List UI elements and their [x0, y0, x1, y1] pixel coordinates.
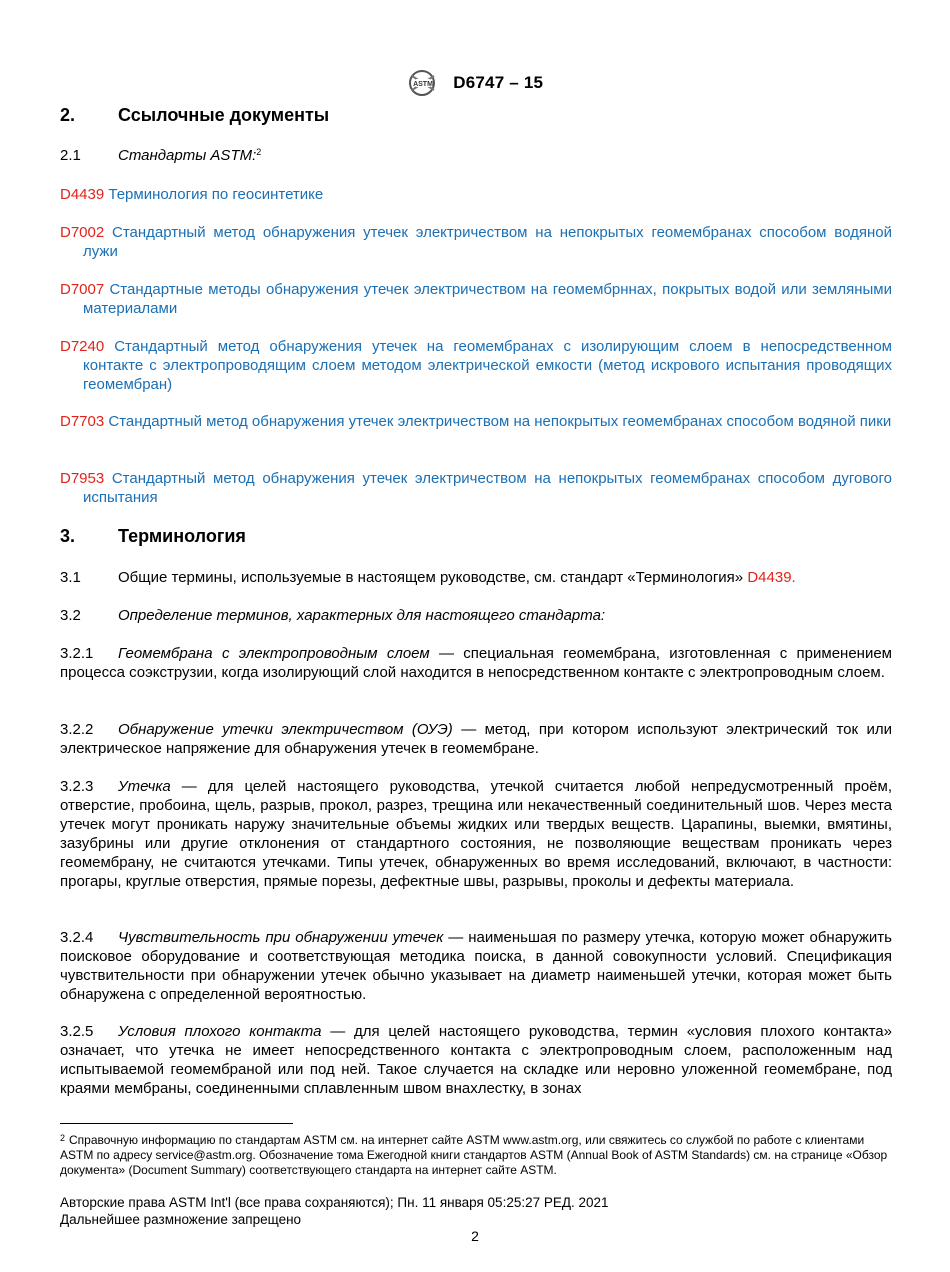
para-number: 3.2.2: [60, 721, 94, 738]
para-number: 3.2.5: [60, 1023, 94, 1040]
reference-item: [60, 185, 892, 204]
footnote: [60, 1133, 892, 1178]
footnote-ref: 2: [256, 147, 262, 157]
ref-title: Терминология по геосинтетике: [104, 186, 324, 203]
section-number: 3.: [60, 526, 76, 546]
paragraph-3-2: [60, 606, 892, 625]
page-number: 2: [471, 1228, 479, 1244]
ref-title: Стандартный метод обнаружения утечек электричеством на непокрытых геомембранах способом дугового испытания: [83, 470, 892, 506]
section-number: 2.: [60, 105, 76, 125]
copyright-notice: [60, 1194, 609, 1228]
footnote-mark: 2: [60, 1133, 66, 1143]
ref-code-link[interactable]: D7953: [60, 470, 105, 487]
ref-title: Стандартный метод обнаружения утечек на геомембранах с изолирующим слоем в непосредственном контакте с электропроводящим слоем методом электрической емкости (метод искрового испытания проводящих геомембран): [83, 338, 892, 393]
ref-title: Стандартный метод обнаружения утечек электричеством на непокрытых геомембранах способом водяной пики: [104, 413, 892, 430]
reference-item: [60, 469, 892, 507]
ref-code-link[interactable]: D7703: [60, 413, 105, 430]
para-text: Определение терминов, характерных для настоящего стандарта:: [118, 607, 606, 624]
ref-code-link[interactable]: D4439: [60, 186, 105, 203]
term: Утечка: [118, 778, 171, 795]
paragraph-3-2-3: [60, 777, 892, 891]
footnote-text: Справочную информацию по стандартам ASTM см. на интернет сайте ASTM www.astm.org, или свяжитесь со службой по работе с клиентами ASTM по адресу service@astm.org. Обозначение тома Ежегодной книги стандартов ASTM (Annual Book of ASTM Standards) см. на странице «Обзор документа» (Document Summary) соответствующего стандарта на интернет сайте ASTM.: [60, 1133, 888, 1177]
paragraph-3-2-4: [60, 928, 892, 1004]
page-header: [0, 68, 950, 98]
paragraph-3-2-2: [60, 720, 892, 758]
para-title: Стандарты ASTM:: [118, 147, 257, 164]
copyright-line: Авторские права ASTM Int'l (все права сохраняются); Пн. 11 января 05:25:27 РЕД. 2021: [60, 1195, 609, 1210]
reproduction-notice: Дальнейшее размножение запрещено: [60, 1212, 302, 1227]
reference-item: [60, 223, 892, 261]
reference-item: [60, 412, 892, 431]
para-number: 2.1: [60, 147, 81, 164]
term: Геомембрана с электропроводным слоем: [118, 645, 430, 662]
term: Условия плохого контакта: [118, 1023, 322, 1040]
definition: — метод, при котором используют электрический ток или электрическое напряжение для обнаружения утечек в геомембране.: [60, 721, 892, 757]
reference-item: [60, 337, 892, 394]
doc-code: D6747 – 15: [453, 73, 544, 92]
ref-code-link[interactable]: D4439.: [747, 569, 796, 586]
term: Обнаружение утечки электричеством (ОУЭ): [118, 721, 453, 738]
para-number: 3.2.4: [60, 929, 94, 946]
section-title: Терминология: [118, 526, 246, 546]
reference-item: [60, 280, 892, 318]
paragraph-3-1: [60, 568, 892, 587]
definition: — для целей настоящего руководства, термин «условия плохого контакта» означает, что утечка не имеет непосредственного контакта с электропроводным слоем, расположенным над испытываемой геомембраной или под ней. Такое случается на складке или неровно уложенной геомембране, под краями мембраны, соединенными сплавленным швом внахлестку, в зонах: [60, 1023, 892, 1097]
definition: — специальная геомембрана, изготовленная с применением процесса соэкструзии, когда изолирующий слой находится в непосредственном контакте с электропроводным слоем.: [60, 645, 892, 681]
ref-code-link[interactable]: D7002: [60, 224, 105, 241]
ref-title: Стандартные методы обнаружения утечек электричеством на геомембрннах, покрытых водой или земляными материалами: [83, 281, 892, 317]
paragraph-3-2-5: [60, 1022, 892, 1098]
para-number: 3.2: [60, 607, 81, 624]
para-text: Общие термины, используемые в настоящем руководстве, см. стандарт «Терминология»: [118, 569, 748, 586]
definition: — наименьшая по размеру утечка, которую может обнаружить поисковое оборудование и соответствующая методика поиска, в данной совокупности условий. Спецификация чувствительности при обнаружении утечек обычно указывает на диаметр наименьшей утечки, которая может быть обнаружена с определенной вероятностью.: [60, 929, 892, 1003]
section-2-heading: [60, 105, 329, 126]
section-3-heading: [60, 526, 246, 547]
para-number: 3.2.1: [60, 645, 94, 662]
ref-code-link[interactable]: D7240: [60, 338, 105, 355]
ref-code-link[interactable]: D7007: [60, 281, 105, 298]
definition: — для целей настоящего руководства, утечкой считается любой непредусмотренный проём, отверстие, пробоина, щель, разрыв, прокол, разрез, трещина или некачественный соединительный шов. Через места утечек могут проникать наружу значительные объемы жидких или твердых веществ. Царапины, выемки, вмятины, зазубрины или другие отклонения от стандартного состояния, не позволяющие веществам проникать через геомембрану, не считаются утечками. Типы утечек, обнаруженных во время исследований, включают, в частности: прогары, круглые отверстия, прямые порезы, дефектные швы, разрывы, проколы и дефекты материала.: [60, 778, 892, 890]
para-number: 3.1: [60, 569, 81, 586]
subsection-2-1: [60, 146, 892, 165]
para-number: 3.2.3: [60, 778, 94, 795]
paragraph-3-2-1: [60, 644, 892, 682]
section-title: Ссылочные документы: [118, 105, 330, 125]
svg-text:ASTM: ASTM: [412, 81, 433, 88]
astm-logo-icon: [407, 68, 443, 98]
ref-title: Стандартный метод обнаружения утечек электричеством на непокрытых геомембранах способом водяной лужи: [83, 224, 892, 260]
footnote-divider: [60, 1123, 293, 1124]
term: Чувствительность при обнаружении утечек: [118, 929, 444, 946]
